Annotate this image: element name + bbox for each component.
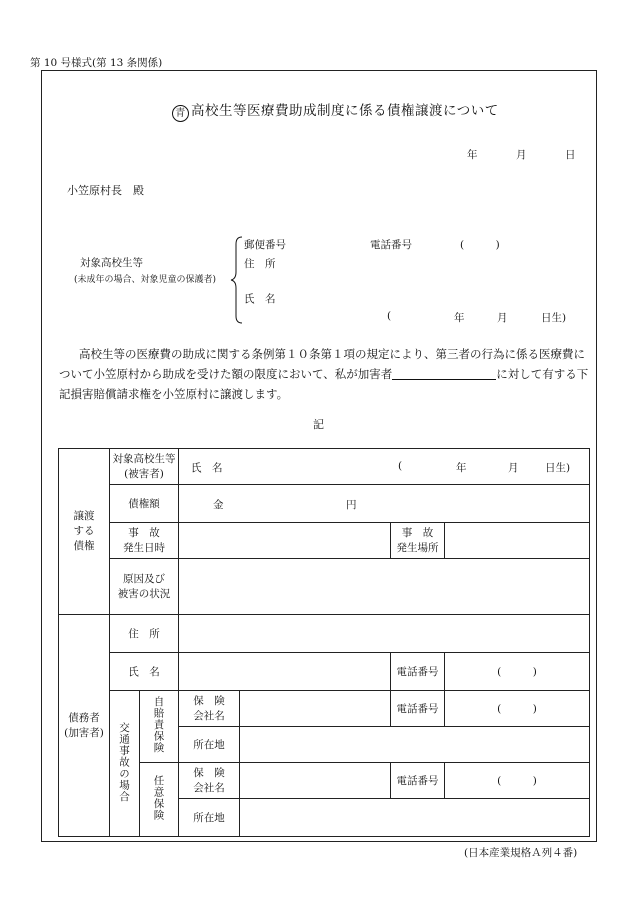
applicant-birth-open: (: [387, 310, 392, 322]
compulsory-insurer-label: 保 険 会社名: [179, 691, 240, 727]
accident-place-value[interactable]: [445, 523, 590, 559]
applicant-address-label: 住 所: [244, 258, 276, 270]
ki-label: 記: [313, 418, 324, 431]
applicant-name-label: 氏 名: [244, 293, 276, 305]
victim-name-cell[interactable]: 氏 名 ( 年 月 日生): [179, 449, 590, 485]
cause-label: 原因及び 被害の状況: [110, 559, 179, 615]
voluntary-location-value[interactable]: [240, 799, 590, 837]
compulsory-insurance-label: 自賠責保険: [140, 691, 179, 763]
claim-table: [58, 448, 590, 837]
compulsory-location-label: 所在地: [179, 727, 240, 763]
voluntary-phone-label: 電話番号: [391, 763, 445, 799]
addressee: 小笠原村長 殿: [67, 184, 144, 197]
accident-date-label: 事 故 発生日時: [110, 523, 179, 559]
form-number: 第 10 号様式(第 13 条関係): [30, 57, 163, 69]
compulsory-location-value[interactable]: [240, 727, 590, 763]
applicant-birth-year: 年: [454, 312, 465, 324]
applicant-birth-day: 日生): [541, 312, 567, 324]
voluntary-phone-value[interactable]: ( ): [445, 763, 590, 799]
date-month-label: 月: [516, 149, 527, 161]
cause-value[interactable]: [179, 559, 590, 615]
statement-part2: に対して有する下記損害賠償請求権を小笠原村に譲渡します。: [59, 367, 589, 401]
voluntary-insurer-value[interactable]: [240, 763, 391, 799]
claim-amount-label: 債権額: [110, 485, 179, 523]
voluntary-insurer-label: 保 険 会社名: [179, 763, 240, 799]
traffic-accident-label: 交通事故の場合: [110, 691, 140, 837]
jis-paper-note: (日本産業規格Ａ列４番): [464, 847, 578, 859]
date-day-label: 日: [565, 149, 576, 161]
transferred-claim-section: 譲渡する債権: [59, 449, 110, 615]
debtor-phone-value[interactable]: ( ): [445, 653, 590, 691]
curly-brace-icon: [230, 236, 244, 324]
compulsory-phone-value[interactable]: ( ): [445, 691, 590, 727]
applicant-birth-month: 月: [497, 312, 508, 324]
form-title: [172, 99, 499, 122]
debtor-name-label: 氏 名: [110, 653, 179, 691]
debtor-phone-label: 電話番号: [391, 653, 445, 691]
applicant-label: 対象高校生等: [80, 257, 143, 269]
debtor-name-value[interactable]: [179, 653, 391, 691]
voluntary-location-label: 所在地: [179, 799, 240, 837]
transfer-statement: [59, 344, 593, 404]
applicant-phone-label: 電話番号: [370, 239, 412, 251]
compulsory-phone-label: 電話番号: [391, 691, 445, 727]
accident-date-value[interactable]: [179, 523, 391, 559]
compulsory-insurer-value[interactable]: [240, 691, 391, 727]
victim-label: 対象高校生等 (被害者): [110, 449, 179, 485]
debtor-address-label: 住 所: [110, 615, 179, 653]
title-text: 高校生等医療費助成制度に係る債権譲渡について: [191, 103, 499, 119]
debtor-section: 債務者 (加害者): [59, 615, 110, 837]
applicant-phone-paren: ( ): [460, 239, 500, 251]
statement-part1: 高校生等の医療費の助成に関する条例第１０条第１項の規定により、第三者の行為に係る医療費について小笠原村から助成を受けた額の限度において、私が加害者: [59, 347, 585, 381]
accident-place-label: 事 故 発生場所: [391, 523, 445, 559]
blue-badge-icon: 青: [172, 105, 189, 122]
perpetrator-blank-line[interactable]: [392, 366, 496, 380]
debtor-address-value[interactable]: [179, 615, 590, 653]
applicant-note: (未成年の場合、対象児童の保護者): [74, 275, 217, 285]
postal-code-label: 郵便番号: [244, 239, 286, 251]
claim-amount-cell[interactable]: 金 円: [179, 485, 590, 523]
voluntary-insurance-label: 任意保険: [140, 763, 179, 837]
date-year-label: 年: [467, 149, 478, 161]
